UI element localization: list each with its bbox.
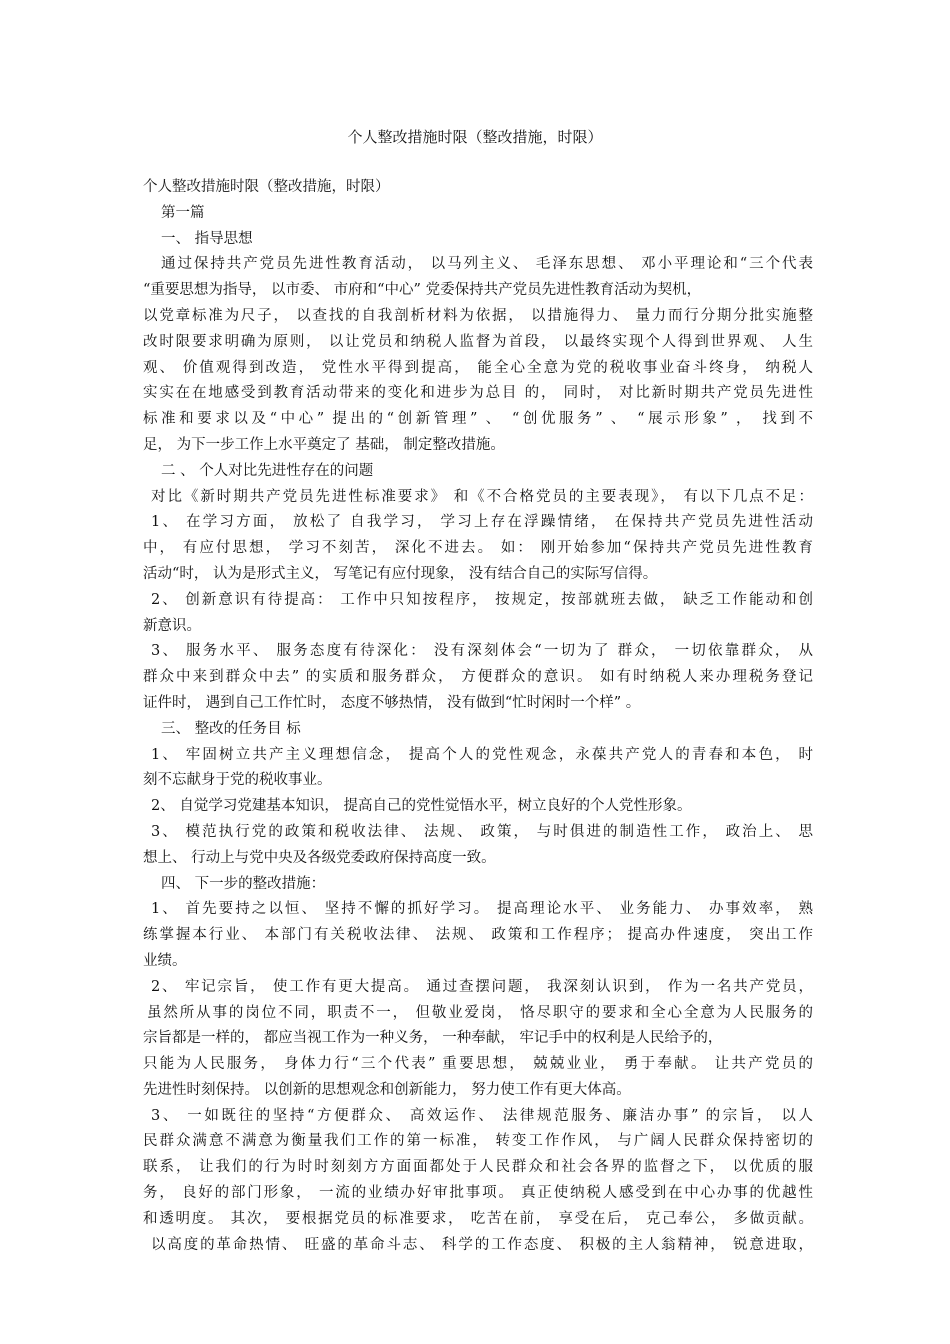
text-line: 以高度的革命热情、 旺盛的革命斗志、 科学的工作态度、 积极的主人翁精神， 锐意进取，: [151, 1236, 813, 1253]
text-line: 四、 下一步的整改措施：: [161, 875, 326, 892]
text-line: 一、 指导思想: [161, 230, 253, 247]
text-line: 证件时， 遇到自己工作忙时， 态度不够热情， 没有做到“忙时闲时一个样” 。: [143, 694, 641, 711]
text-line: 2、 牢记宗旨， 使工作有更大提高。 通过查摆问题， 我深刻认识到， 作为一名共产党员，: [151, 978, 813, 995]
document-title: 个人整改措施时限（整改措施，时限）: [347, 128, 603, 146]
text-line: 活动“时， 认为是形式主义， 写笔记有应付现象， 没有结合自己的实际写信得。: [143, 565, 658, 582]
text-line: 3、 服务水平、 服务态度有待深化： 没有深刻体会“一切为了 群众， 一切依靠群众， 从: [151, 643, 813, 660]
text-line: 3、 模范执行党的政策和税收法律、 法规、 政策， 与时俱进的制造性工作， 政治上、 思: [151, 823, 813, 840]
text-line: 民群众满意不满意为衡量我们工作的第一标准， 转变工作作风， 与广阔人民群众保持密切的: [143, 1133, 813, 1150]
text-line: 通过保持共产党员先进性教育活动， 以马列主义、 毛泽东思想、 邓小平理论和“三个代表: [161, 256, 813, 273]
text-line: 标准和要求以及“中心” 提出的“创新管理” 、 “创优服务” 、 “展示形象” ， 找到不: [143, 411, 813, 428]
text-line: 观、 价值观得到改造， 党性水平得到提高， 能全心全意为党的税收事业奋斗终身， 纳税人: [143, 359, 813, 376]
text-line: 刻不忘献身于党的税收事业。: [143, 772, 332, 789]
text-line: 宗旨都是一样的， 都应当视工作为一种义务， 一种奉献， 牢记手中的权利是人民给予的，: [143, 1030, 723, 1047]
text-line: 业绩。: [143, 952, 187, 969]
text-line: 实实在在地感受到教育活动带来的变化和进步为总目 的， 同时， 对比新时期共产党员先进性: [143, 385, 813, 402]
text-line: 2、 自觉学习党建基本知识， 提高自己的党性觉悟水平，树立良好的个人党性形象。: [151, 798, 692, 815]
document-body: [143, 175, 813, 1258]
text-line: 1、 在学习方面， 放松了 自我学习， 学习上存在浮躁情绪， 在保持共产党员先进性活动: [151, 514, 813, 531]
text-line: 先进性时刻保持。 以创新的思想观念和创新能力， 努力使工作有更大体高。: [143, 1081, 631, 1098]
text-line: 联系， 让我们的行为时时刻刻方方面面都处于人民群众和社会各界的监督之下， 以优质的服: [143, 1159, 813, 1176]
text-line: 虽然所从事的岗位不同，职责不一， 但敬业爱岗， 恪尽职守的要求和全心全意为人民服务的: [147, 1004, 813, 1021]
text-line: 对比《新时期共产党员先进性标准要求》 和《不合格党员的主要表现》， 有以下几点不足：: [151, 488, 813, 505]
text-line: 二 、 个人对比先进性存在的问题: [161, 462, 374, 479]
text-line: 3、 一如既往的坚持“方便群众、 高效运作、 法律规范服务、廉洁办事” 的宗旨， 以人: [151, 1107, 813, 1124]
text-line: 1、 牢固树立共产主义理想信念， 提高个人的党性观念，永葆共产党人的青春和本色， 时: [151, 746, 813, 763]
text-line: 想上、 行动上与党中央及各级党委政府保持高度一致。: [143, 849, 496, 866]
text-line: “重要思想为指导， 以市委、 市府和“中心” 党委保持共产党员先进性教育活动为契机，: [143, 282, 702, 299]
text-line: 三、 整改的任务目 标: [161, 720, 301, 737]
text-line: 以党章标准为尺子， 以查找的自我剖析材料为依据， 以措施得力、 量力而行分期分批实施整: [143, 307, 813, 324]
text-line: 只能为人民服务， 身体力行“三个代表” 重要思想， 兢兢业业， 勇于奉献。 让共产党员的: [143, 1056, 813, 1073]
text-line: 第一篇: [161, 204, 205, 221]
text-line: 改时限要求明确为原则， 以让党员和纳税人监督为首段， 以最终实现个人得到世界观、 人生: [143, 333, 813, 350]
text-line: 2、 创新意识有待提高： 工作中只知按程序， 按规定，按部就班去做， 缺乏工作能动和创: [151, 591, 813, 608]
text-line: 中， 有应付思想， 学习不刻苦， 深化不进去。 如： 刚开始参加“保持共产党员先进性教育: [143, 540, 813, 557]
text-line: 个人整改措施时限（整改措施，时限）: [143, 179, 390, 195]
text-line: 务， 良好的部门形象， 一流的业绩办好审批事项。 真正使纳税人感受到在中心办事的优越性: [143, 1185, 813, 1202]
text-line: 足， 为下一步工作上水平奠定了 基础， 制定整改措施。: [143, 436, 505, 453]
text-line: 新意识。: [143, 617, 201, 634]
text-line: 和透明度。 其次， 要根据党员的标准要求， 吃苦在前， 享受在后， 克己奉公， 多做贡献。: [143, 1210, 813, 1227]
text-line: 1、 首先要持之以恒、 坚持不懈的抓好学习。 提高理论水平、 业务能力、 办事效率， 熟: [151, 901, 813, 918]
text-line: 练掌握本行业、 本部门有关税收法律、 法规、 政策和工作程序； 提高办件速度， 突出工作: [143, 927, 813, 944]
text-line: 群众中来到群众中去” 的实质和服务群众， 方便群众的意识。 如有时纳税人来办理税务登记: [143, 669, 813, 686]
